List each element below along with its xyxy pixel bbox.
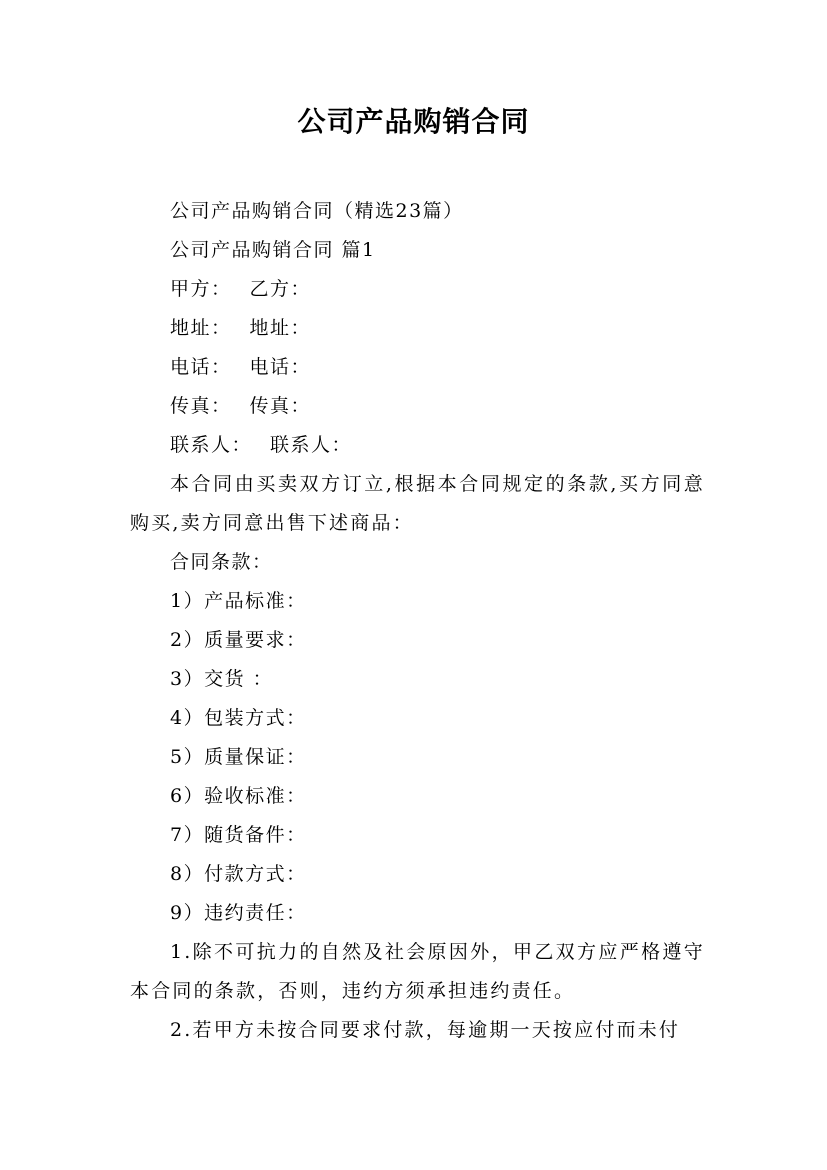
party-row-contact (130, 426, 705, 465)
party-b-address-label: 地址： (249, 317, 312, 339)
clause-item: 3）交货 ： (170, 668, 274, 690)
party-a-contact-label: 联系人： (170, 434, 253, 456)
liability-paragraph: 1.除不可抗力的自然及社会原因外，甲乙双方应严格遵守本合同的条款，否则，违约方须承担违约责任。 (130, 941, 705, 1002)
clauses-heading: 合同条款： (170, 551, 273, 573)
clause-item: 8）付款方式： (170, 863, 307, 885)
clause-item: 4）包装方式： (170, 707, 307, 729)
section-heading: 公司产品购销合同 篇1 (170, 239, 376, 261)
party-row-party (130, 270, 705, 309)
party-a-fax-label: 传真： (170, 395, 232, 417)
party-b-label: 乙方： (249, 278, 312, 300)
clause-item: 6）验收标准： (170, 785, 307, 807)
clause-item: 1）产品标准： (170, 590, 307, 612)
document-title: 公司产品购销合同 (297, 105, 530, 138)
party-b-phone-label: 电话： (249, 356, 312, 378)
clause-item: 7）随货备件： (170, 824, 307, 846)
party-a-phone-label: 电话： (170, 356, 232, 378)
clause-item: 5）质量保证： (170, 746, 307, 768)
party-b-fax-label: 传真： (249, 395, 312, 417)
party-row-address (130, 309, 705, 348)
document-subtitle: 公司产品购销合同（精选23篇） (170, 200, 464, 222)
party-a-address-label: 地址： (170, 317, 232, 339)
party-row-phone (130, 348, 705, 387)
party-row-fax (130, 387, 705, 426)
clause-item: 9）违约责任： (170, 902, 307, 924)
clause-item: 2）质量要求： (170, 629, 307, 651)
liability-paragraph: 2.若甲方未按合同要求付款，每逾期一天按应付而未付 (170, 1019, 681, 1041)
intro-paragraph: 本合同由买卖双方订立,根据本合同规定的条款,买方同意购买,卖方同意出售下述商品： (130, 473, 705, 534)
document-body (130, 192, 705, 1050)
party-a-label: 甲方： (170, 278, 232, 300)
party-b-contact-label: 联系人： (270, 434, 353, 456)
